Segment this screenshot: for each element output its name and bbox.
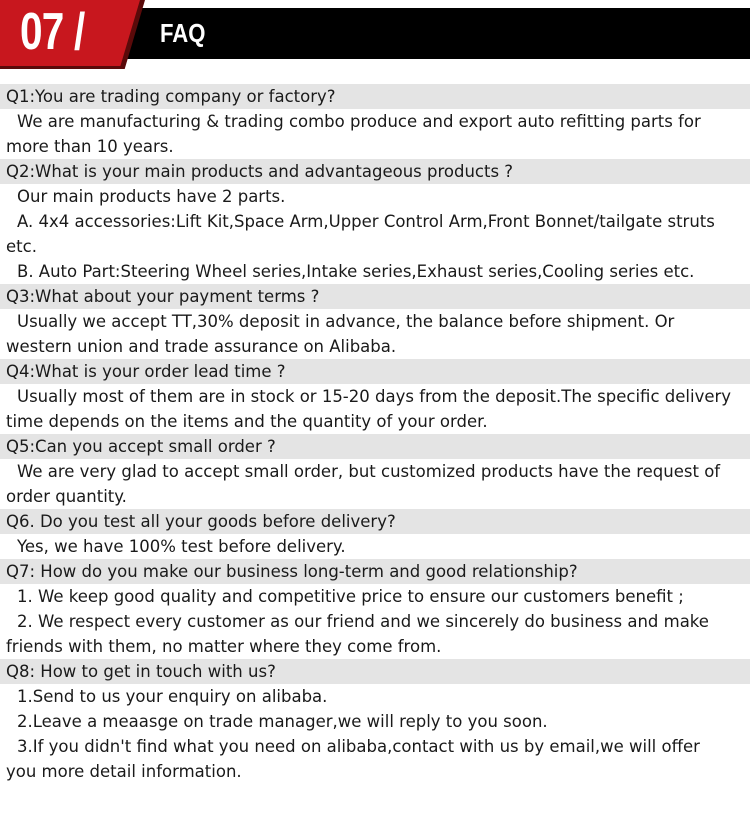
faq-question-1: Q1:You are trading company or factory?	[0, 84, 750, 109]
faq-answer-line: Usually we accept TT,30% deposit in advance, the balance before shipment. Or	[17, 312, 675, 331]
faq-answer-line: etc.	[6, 237, 37, 256]
faq-answer-line: you more detail information.	[6, 762, 242, 781]
faq-question-7: Q7: How do you make our business long-term and good relationship?	[0, 559, 750, 584]
faq-answer-line: A. 4x4 accessories:Lift Kit,Space Arm,Upper Control Arm,Front Bonnet/tailgate struts	[17, 212, 715, 231]
faq-answer-line: Yes, we have 100% test before delivery.	[17, 537, 346, 556]
faq-answer-line: friends with them, no matter where they come from.	[6, 637, 442, 656]
faq-answer-line: 1. We keep good quality and competitive price to ensure our customers benefit ;	[17, 587, 684, 606]
section-header	[0, 0, 750, 82]
faq-list	[0, 84, 750, 784]
faq-answer-line: We are very glad to accept small order, but customized products have the request of	[17, 462, 721, 481]
section-title: FAQ	[160, 18, 206, 48]
faq-question-4: Q4:What is your order lead time ?	[0, 359, 750, 384]
faq-answer-line: 2. We respect every customer as our friend and we sincerely do business and make	[17, 612, 709, 631]
faq-question-2: Q2:What is your main products and advantageous products ?	[0, 159, 750, 184]
faq-question-6: Q6. Do you test all your goods before delivery?	[0, 509, 750, 534]
faq-answer-line: 3.If you didn't find what you need on alibaba,contact with us by email,we will offer	[17, 737, 700, 756]
faq-answer-line: Our main products have 2 parts.	[17, 187, 286, 206]
faq-answer-line: more than 10 years.	[6, 137, 174, 156]
faq-answer-line: B. Auto Part:Steering Wheel series,Intake series,Exhaust series,Cooling series etc.	[17, 262, 695, 281]
section-number: 07 /	[20, 3, 85, 61]
faq-question-5: Q5:Can you accept small order ?	[0, 434, 750, 459]
faq-answer-line: order quantity.	[6, 487, 127, 506]
faq-answer-line: time depends on the items and the quantity of your order.	[6, 412, 488, 431]
faq-answer-line: 1.Send to us your enquiry on alibaba.	[17, 687, 328, 706]
faq-question-8: Q8: How to get in touch with us?	[0, 659, 750, 684]
faq-answer-line: Usually most of them are in stock or 15-20 days from the deposit.The specific delivery	[17, 387, 732, 406]
faq-answer-line: western union and trade assurance on Alibaba.	[6, 337, 397, 356]
faq-question-3: Q3:What about your payment terms ?	[0, 284, 750, 309]
faq-answer-line: 2.Leave a meaasge on trade manager,we will reply to you soon.	[17, 712, 548, 731]
faq-answer-line: We are manufacturing & trading combo produce and export auto refitting parts for	[17, 112, 701, 131]
